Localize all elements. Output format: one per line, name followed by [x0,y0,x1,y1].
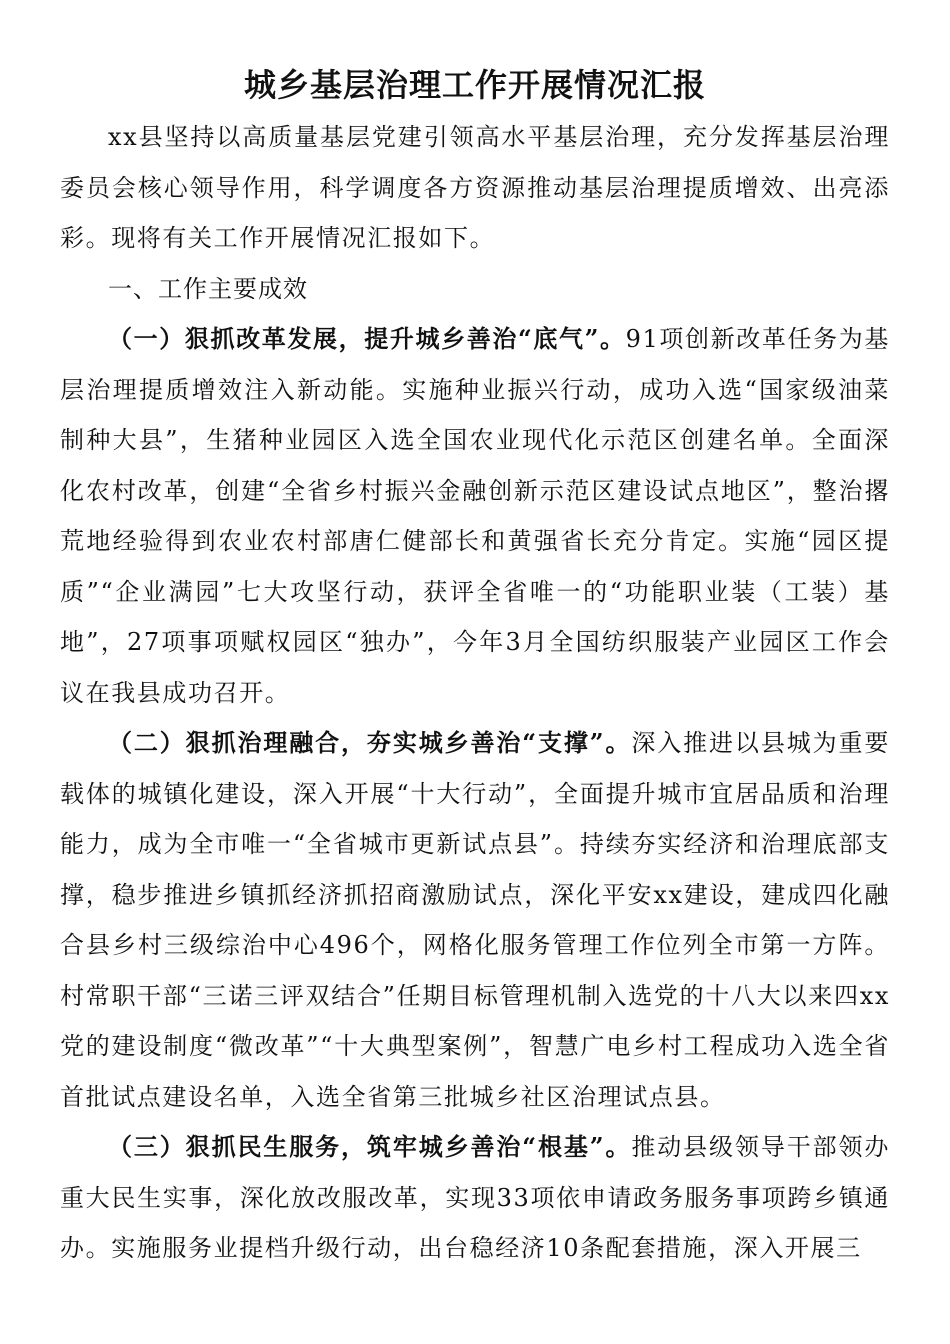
item-lead-3: （三）狠抓民生服务，筑牢城乡善治“根基”。 [108,1132,632,1161]
item-body-3: 推动县级领导干部领办重大民生实事，深化放改服改革，实现33项依申请政务服务事项跨乡镇通办。实施服务业提档升级行动，出台稳经济10条配套措施，深入开展三 [60,1133,890,1262]
section-heading-achievements: 一、工作主要成效 [108,274,308,303]
document-title: 城乡基层治理工作开展情况汇报 [243,66,706,104]
item-lead-2: （二）狠抓治理融合，夯实城乡善治“支撑”。 [108,728,632,757]
item-paragraph-2 [60,718,890,1122]
item-body-2: 深入推进以县城为重要载体的城镇化建设，深入开展“十大行动”，全面提升城市宜居品质和治理能力，成为全市唯一“全省城市更新试点县”。持续夯实经济和治理底部支撑，稳步推进乡镇抓经济抓招商激励试点，深化平安xx建设，建成四化融合县乡村三级综治中心496个，网格化服务管理工作位列全市第一方阵。村常职干部“三诺三评双结合”任期目标管理机制入选党的十八大以来四xx党的建设制度“微改革”“十大典型案例”，智慧广电乡村工程成功入选全省首批试点建设名单，入选全省第三批城乡社区治理试点县。 [60,729,890,1111]
item-paragraph-1 [60,314,890,718]
intro-paragraph: xx县坚持以高质量基层党建引领高水平基层治理，充分发挥基层治理委员会核心领导作用，科学调度各方资源推动基层治理提质增效、出亮添彩。现将有关工作开展情况汇报如下。 [60,123,890,252]
item-lead-1: （一）狠抓改革发展，提升城乡善治“底气”。 [108,324,626,353]
document-page [60,58,890,1274]
item-body-1: 91项创新改革任务为基层治理提质增效注入新动能。实施种业振兴行动，成功入选“国家级油菜制种大县”，生猪种业园区入选全国农业现代化示范区创建名单。全面深化农村改革，创建“全省乡村振兴金融创新示范区建设试点地区”，整治撂荒地经验得到农业农村部唐仁健部长和黄强省长充分肯定。实施“园区提质”“企业满园”七大攻坚行动，获评全省唯一的“功能职业装（工装）基地”，27项事项赋权园区“独办”，今年3月全国纺织服装产业园区工作会议在我县成功召开。 [60,325,890,707]
item-paragraph-3 [60,1122,890,1274]
